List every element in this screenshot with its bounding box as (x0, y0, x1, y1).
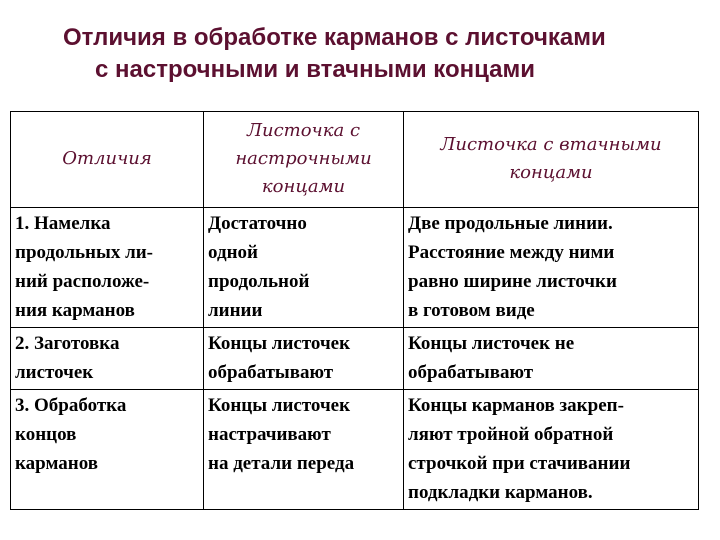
cell-line: в готовом виде (408, 300, 535, 321)
row-topstitched (204, 390, 404, 510)
title-line-2: с настрочными и втачными концами (95, 56, 536, 83)
cell-line: подкладки карманов. (408, 482, 593, 503)
row-setin (404, 208, 699, 328)
cell-line: Листочка с втачными (440, 134, 662, 155)
cell-line: Листочка с (246, 120, 361, 141)
cell-line: строчкой при стачивании (408, 453, 631, 474)
cell-line: Концы карманов закреп- (408, 395, 624, 416)
cell-line: Отличия (62, 148, 152, 169)
cell-line: продольной (208, 271, 310, 292)
cell-line: линии (208, 300, 263, 321)
cell-line: обрабатывают (408, 362, 534, 383)
header-topstitched (204, 112, 404, 208)
cell-line: ний расположе- (15, 271, 150, 292)
row-feature (11, 208, 204, 328)
cell-line: Концы листочек не (408, 333, 575, 354)
cell-line: 3. Обработка (15, 395, 127, 416)
cell-line: Концы листочек (208, 333, 351, 354)
slide-title (0, 22, 720, 86)
cell-line: листочек (15, 362, 94, 383)
cell-line: на детали переда (208, 453, 355, 474)
table-row (11, 208, 699, 328)
header-setin (404, 112, 699, 208)
cell-line: карманов (15, 453, 98, 474)
cell-line: продольных ли- (15, 242, 154, 263)
header-differences (11, 112, 204, 208)
cell-line: ляют тройной обратной (408, 424, 614, 445)
cell-line: равно ширине листочки (408, 271, 617, 292)
table-header-row (11, 112, 699, 208)
row-feature (11, 328, 204, 390)
cell-line: Концы листочек (208, 395, 351, 416)
cell-line: Две продольные линии. (408, 213, 613, 234)
cell-line: 1. Намелка (15, 213, 111, 234)
title-line-1: Отличия в обработке карманов с листочками (63, 24, 606, 51)
cell-line: концами (509, 162, 593, 183)
cell-line: одной (208, 242, 258, 263)
row-feature (11, 390, 204, 510)
row-topstitched (204, 208, 404, 328)
cell-line: настрачивают (208, 424, 331, 445)
cell-line: концами (261, 176, 346, 197)
table-row (11, 390, 699, 510)
cell-line: обрабатывают (208, 362, 334, 383)
comparison-table (10, 111, 699, 510)
cell-line: Расстояние между ними (408, 242, 615, 263)
cell-line: настрочными (235, 148, 372, 169)
row-setin (404, 390, 699, 510)
row-topstitched (204, 328, 404, 390)
row-setin (404, 328, 699, 390)
table-row (11, 328, 699, 390)
cell-line: Достаточно (208, 213, 307, 234)
cell-line: ния карманов (15, 300, 135, 321)
cell-line: 2. Заготовка (15, 333, 120, 354)
cell-line: концов (15, 424, 77, 445)
